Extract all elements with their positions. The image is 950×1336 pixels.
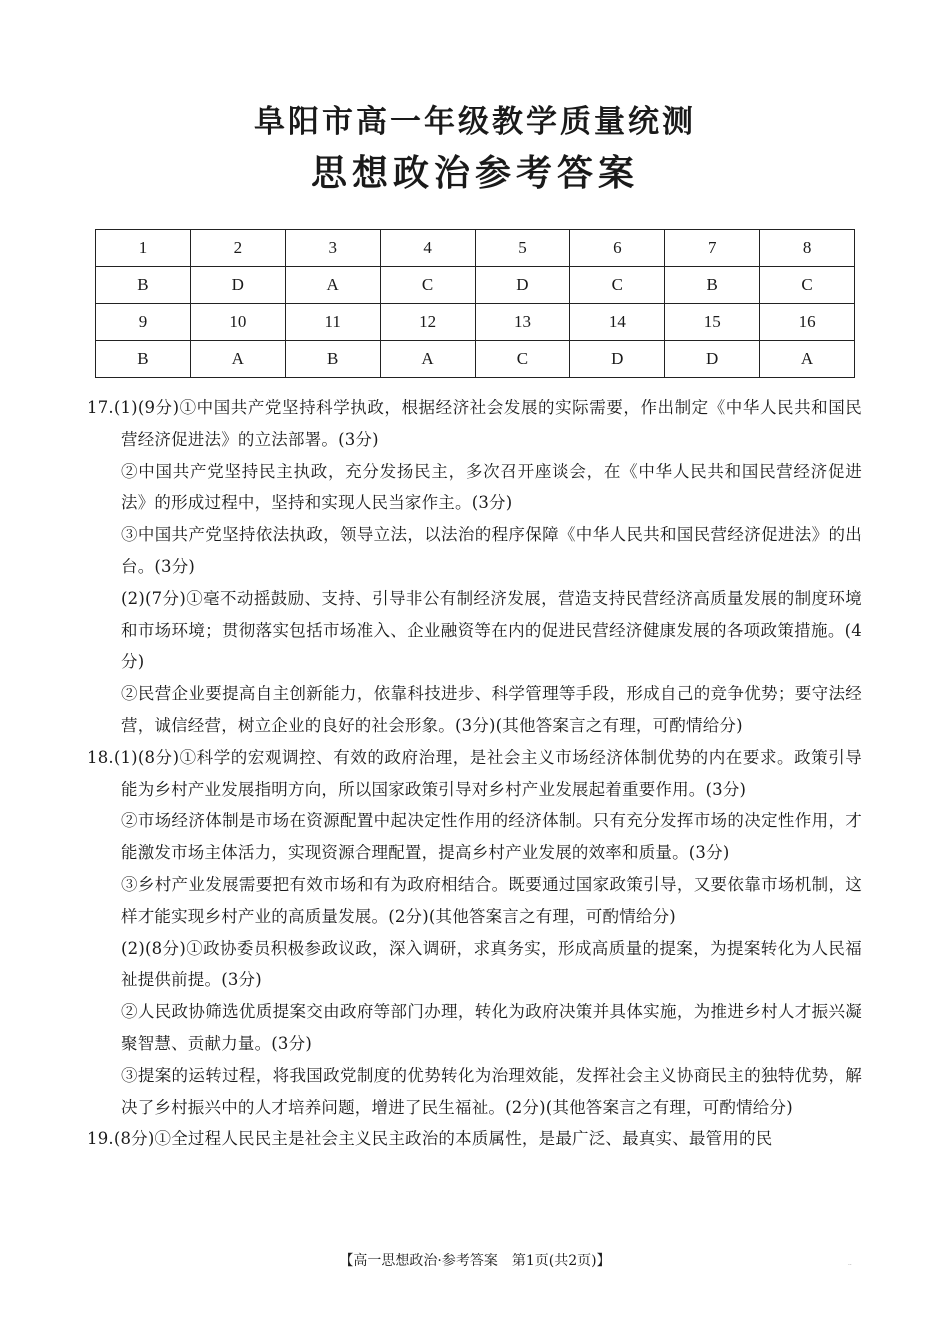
- page-title: 阜阳市高一年级教学质量统测: [254, 104, 696, 140]
- q19-paragraph: 19.(8分)①全过程人民民主是社会主义民主政治的本质属性，是最广泛、最真实、最管用的民: [87, 1129, 773, 1149]
- q18-paragraph: ③提案的运转过程，将我国政党制度的优势转化为治理效能，发挥社会主义协商民主的独特优势，解决了乡村振兴中的人才培养问题，增进了民生福祉。(2分)(其他答案言之有理，可酌情给分): [121, 1065, 862, 1117]
- page-subtitle: 思想政治参考答案: [310, 153, 639, 194]
- answer-cell: B: [285, 341, 380, 378]
- q18-paragraph: ②市场经济体制是市场在资源配置中起决定性作用的经济体制。只有充分发挥市场的决定性作用，才能激发市场主体活力，实现资源合理配置，提高乡村产业发展的效率和质量。(3分): [121, 811, 862, 863]
- q18-paragraph: ②人民政协筛选优质提案交由政府等部门办理，转化为政府决策并具体实施，为推进乡村人才振兴凝聚智慧、贡献力量。(3分): [121, 1002, 862, 1053]
- question-number-cell: 4: [380, 230, 475, 267]
- question-19: [87, 1123, 862, 1155]
- answer-cell: B: [96, 267, 191, 304]
- question-number-row: [96, 304, 855, 341]
- question-number-cell: 11: [285, 304, 380, 341]
- q17-paragraph: (2)(7分)①毫不动摇鼓励、支持、引导非公有制经济发展，营造支持民营经济高质量发展的制度环境和市场环境；贯彻落实包括市场准入、企业融资等在内的促进民营经济健康发展的各项政策措施。(4分): [121, 588, 862, 672]
- q17-paragraph: 17.(1)(9分)①中国共产党坚持科学执政，根据经济社会发展的实际需要，作出制定《中华人民共和国民营经济促进法》的立法部署。(3分): [87, 398, 862, 449]
- corner-mark: ··: [848, 1262, 852, 1269]
- question-number-cell: 3: [285, 230, 380, 267]
- q18-paragraph: 18.(1)(8分)①科学的宏观调控、有效的政府治理，是社会主义市场经济体制优势的内在要求。政策引导能为乡村产业发展指明方向，所以国家政策引导对乡村产业发展起着重要作用。(3分): [87, 747, 862, 799]
- question-number-cell: 5: [475, 230, 570, 267]
- answer-table: [95, 229, 855, 378]
- answer-cell: D: [665, 341, 760, 378]
- answer-cell: B: [96, 341, 191, 378]
- answer-cell: A: [380, 341, 475, 378]
- question-number-cell: 13: [475, 304, 570, 341]
- answer-cell: C: [380, 267, 475, 304]
- answer-cell: D: [475, 267, 570, 304]
- question-number-cell: 8: [760, 230, 855, 267]
- question-number-cell: 16: [760, 304, 855, 341]
- answer-cell: A: [760, 341, 855, 378]
- answer-cell: B: [665, 267, 760, 304]
- question-number-cell: 9: [96, 304, 191, 341]
- q17-paragraph: ③中国共产党坚持依法执政，领导立法，以法治的程序保障《中华人民共和国民营经济促进法》的出台。(3分): [121, 525, 862, 576]
- answer-row: [96, 341, 855, 378]
- question-number-cell: 6: [570, 230, 665, 267]
- question-number-cell: 7: [665, 230, 760, 267]
- question-number-cell: 2: [190, 230, 285, 267]
- answer-row: [96, 267, 855, 304]
- q17-paragraph: ②中国共产党坚持民主执政，充分发扬民主，多次召开座谈会，在《中华人民共和国民营经济促进法》的形成过程中，坚持和实现人民当家作主。(3分): [121, 461, 862, 513]
- answer-cell: C: [760, 267, 855, 304]
- question-number-row: [96, 230, 855, 267]
- q18-paragraph: ③乡村产业发展需要把有效市场和有为政府相结合。既要通过国家政策引导，又要依靠市场机制，这样才能实现乡村产业的高质量发展。(2分)(其他答案言之有理，可酌情给分): [121, 874, 862, 926]
- answer-cell: A: [190, 341, 285, 378]
- answer-cell: A: [285, 267, 380, 304]
- question-17: [87, 392, 862, 742]
- question-number-cell: 10: [190, 304, 285, 341]
- question-number-cell: 14: [570, 304, 665, 341]
- answer-cell: D: [190, 267, 285, 304]
- answer-cell: D: [570, 341, 665, 378]
- answer-content: [87, 392, 862, 1155]
- q18-paragraph: (2)(8分)①政协委员积极参政议政，深入调研，求真务实，形成高质量的提案，为提案转化为人民福祉提供前提。(3分): [121, 938, 862, 990]
- question-number-cell: 12: [380, 304, 475, 341]
- answer-cell: C: [475, 341, 570, 378]
- answer-cell: C: [570, 267, 665, 304]
- question-18: [87, 742, 862, 1124]
- q17-paragraph: ②民营企业要提高自主创新能力，依靠科技进步、科学管理等手段，形成自己的竞争优势；要守法经营，诚信经营，树立企业的良好的社会形象。(3分)(其他答案言之有理，可酌情给分): [121, 684, 862, 735]
- question-number-cell: 1: [96, 230, 191, 267]
- page-footer: 【高一思想政治·参考答案 第1页(共2页)】: [339, 1253, 611, 1269]
- question-number-cell: 15: [665, 304, 760, 341]
